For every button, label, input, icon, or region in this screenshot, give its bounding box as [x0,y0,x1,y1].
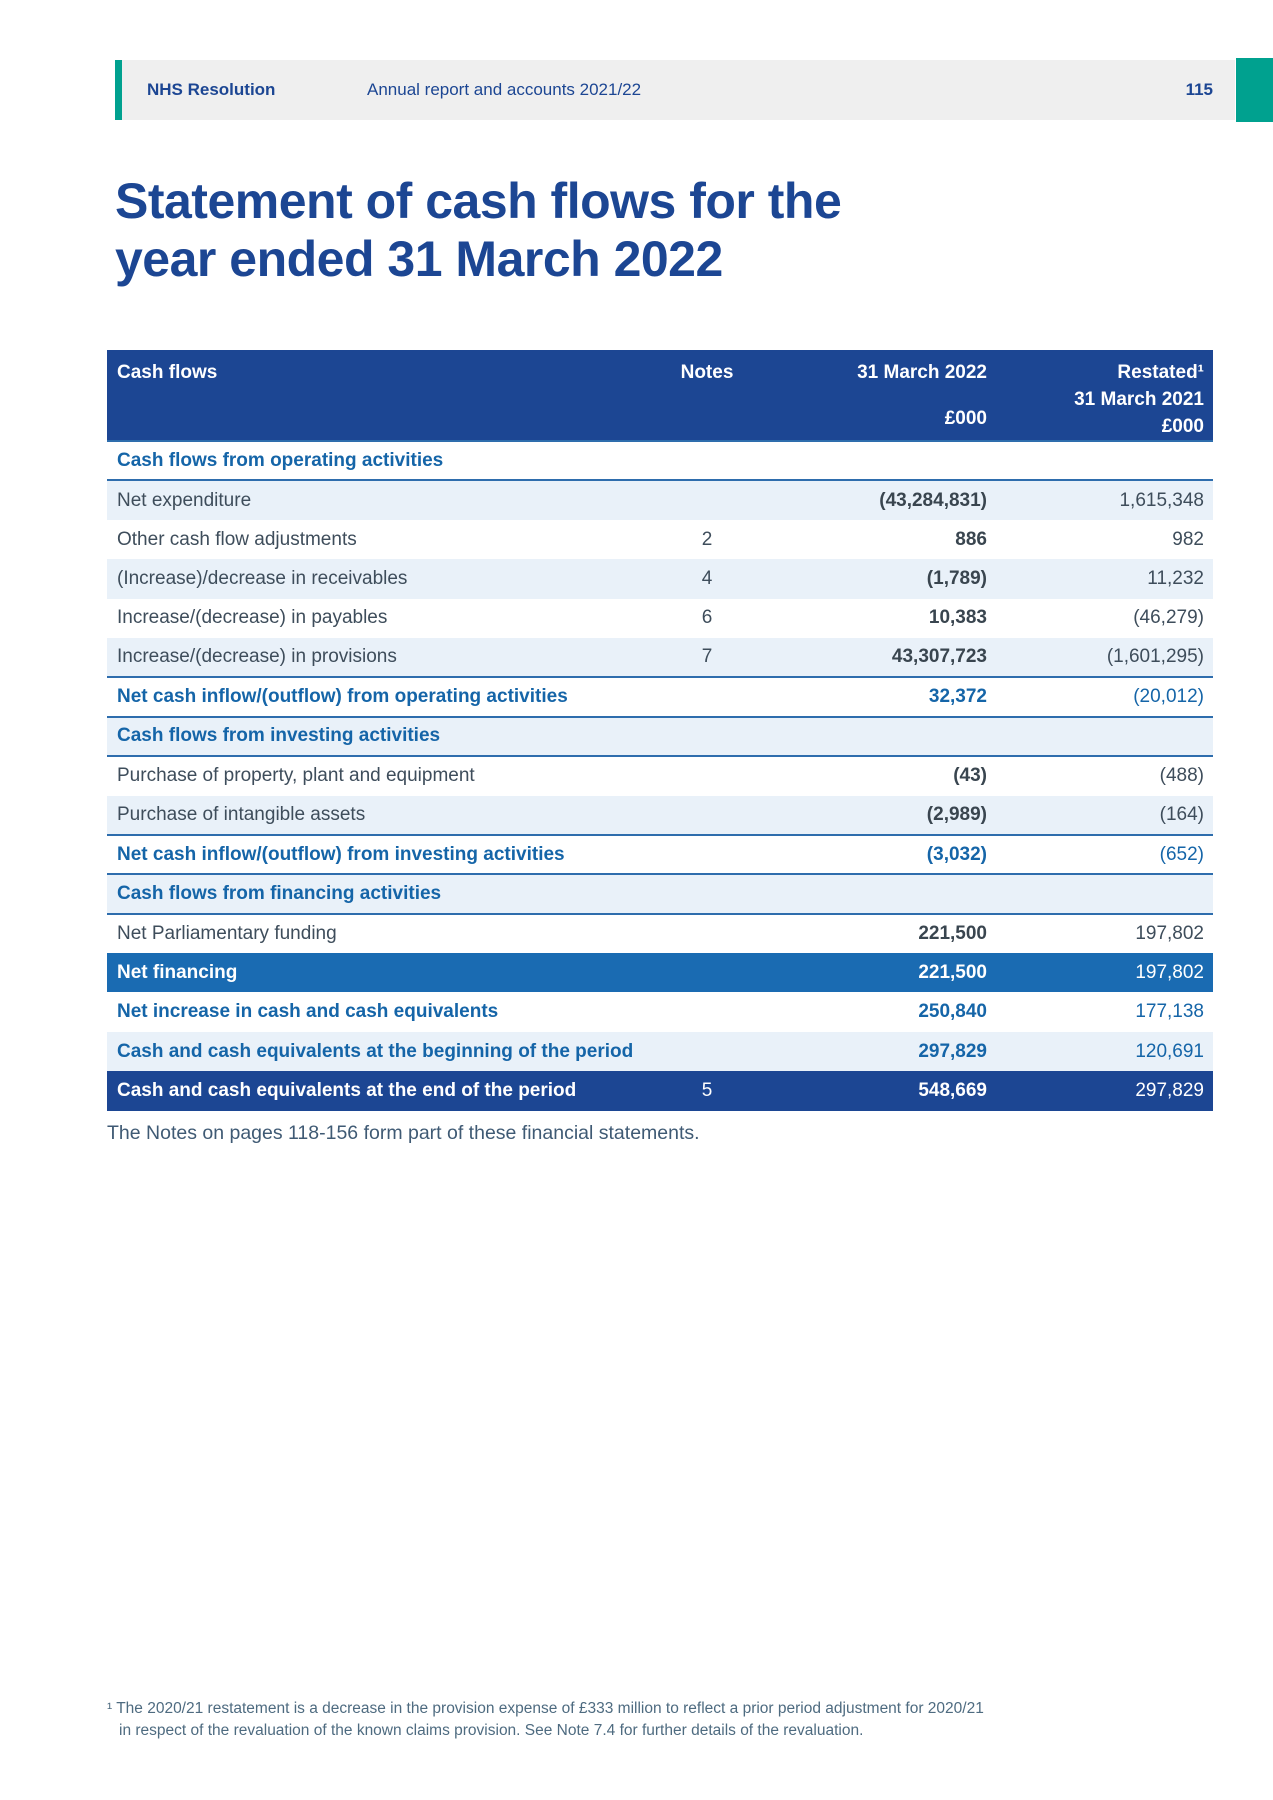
cell-v2022: (2,989) [762,796,987,835]
table-row [107,638,1213,677]
cell-v2022: (43) [762,756,987,795]
cell-v2021: (488) [987,756,1213,795]
cell-note: 5 [652,1071,762,1110]
cash-flows-table [107,350,1213,1111]
table-row [107,914,1213,953]
cell-label: Cash flows from financing activities [107,874,652,913]
cell-v2021: 197,802 [987,914,1213,953]
column-header-cash-flows [107,350,652,441]
cell-v2022: 297,829 [762,1032,987,1071]
column-header-restated-label: Restated¹ [1117,362,1204,383]
column-header-2021 [987,350,1213,441]
cell-v2022: 221,500 [762,953,987,992]
cell-label: Net financing [107,953,652,992]
cell-note [652,717,762,756]
notes-reference: The Notes on pages 118-156 form part of these financial statements. [107,1122,700,1144]
cell-note [652,835,762,874]
cell-v2022 [762,717,987,756]
cell-v2022: (1,789) [762,559,987,598]
page-title-line2: year ended 31 March 2022 [115,231,723,287]
cell-label: Cash and cash equivalents at the end of the period [107,1071,652,1110]
page-title-line1: Statement of cash flows for the [115,173,842,229]
table-row [107,520,1213,559]
cell-v2022 [762,874,987,913]
footnote-line2: in respect of the revaluation of the known claims provision. See Note 7.4 for further details of the revaluation. [119,1722,864,1739]
cell-label: (Increase)/decrease in receivables [107,559,652,598]
teal-accent-bar [115,60,122,120]
cell-label: Net expenditure [107,480,652,519]
column-header-2022 [762,350,987,441]
column-unit-2021: £000 [1161,416,1204,437]
cell-note: 6 [652,599,762,638]
section-header-row [107,874,1213,913]
cell-note [652,480,762,519]
column-header-notes [652,350,762,441]
cell-label: Cash and cash equivalents at the beginning of the period [107,1032,652,1071]
cell-v2022: 221,500 [762,914,987,953]
brand-name: NHS Resolution [147,80,276,99]
cell-note: 2 [652,520,762,559]
cell-v2022: 43,307,723 [762,638,987,677]
table-row [107,1071,1213,1110]
cell-v2021: 11,232 [987,559,1213,598]
cell-v2022: 886 [762,520,987,559]
column-header-2022-label: 31 March 2022 [857,362,987,383]
table-row [107,599,1213,638]
cell-v2021: 297,829 [987,1071,1213,1110]
cell-v2021 [987,874,1213,913]
table-row [107,1032,1213,1071]
section-header-row [107,717,1213,756]
cell-v2021: (20,012) [987,677,1213,716]
table-row [107,953,1213,992]
table-header-row [107,350,1213,441]
cell-note [652,677,762,716]
cell-v2021: (46,279) [987,599,1213,638]
cell-label: Purchase of intangible assets [107,796,652,835]
column-header-cash-flows-label: Cash flows [117,362,218,383]
cell-label: Net Parliamentary funding [107,914,652,953]
column-unit-2022: £000 [944,408,987,429]
cell-label: Other cash flow adjustments [107,520,652,559]
cell-v2022: 32,372 [762,677,987,716]
cell-v2022: 250,840 [762,992,987,1031]
cell-note [652,914,762,953]
section-header-row [107,441,1213,480]
table-row [107,992,1213,1031]
cell-v2022: (43,284,831) [762,480,987,519]
cell-note [652,756,762,795]
document-title: Annual report and accounts 2021/22 [367,80,642,99]
cell-label: Net cash inflow/(outflow) from investing activities [107,835,652,874]
cell-v2021 [987,717,1213,756]
cell-v2021: 1,615,348 [987,480,1213,519]
table-row [107,796,1213,835]
cell-v2021: (164) [987,796,1213,835]
cell-label: Increase/(decrease) in provisions [107,638,652,677]
cashflow-table-body [107,441,1213,1111]
cell-label: Increase/(decrease) in payables [107,599,652,638]
cell-note: 4 [652,559,762,598]
column-header-2021-label: 31 March 2021 [1074,389,1204,410]
page-number: 115 [1185,80,1213,99]
cell-label: Purchase of property, plant and equipment [107,756,652,795]
page-title [115,172,841,288]
teal-corner-block [1236,58,1273,122]
cell-v2021: 982 [987,520,1213,559]
cell-v2021 [987,441,1213,480]
cell-note [652,874,762,913]
cell-v2021: 177,138 [987,992,1213,1031]
cell-label: Cash flows from investing activities [107,717,652,756]
cell-v2021: (1,601,295) [987,638,1213,677]
cell-v2022: 548,669 [762,1071,987,1110]
cell-note [652,953,762,992]
cell-v2022 [762,441,987,480]
cell-v2021: 197,802 [987,953,1213,992]
cell-note: 7 [652,638,762,677]
cell-v2021: (652) [987,835,1213,874]
table-row [107,480,1213,519]
cell-note [652,1032,762,1071]
footnote-line1: ¹ The 2020/21 restatement is a decrease in the provision expense of £333 million to reflect a prior period adjustment for 2020/21 [107,1700,984,1717]
cell-v2021: 120,691 [987,1032,1213,1071]
table-row [107,559,1213,598]
header-bar-background [122,60,1235,120]
table-header [107,350,1213,441]
cell-label: Net increase in cash and cash equivalents [107,992,652,1031]
cell-v2022: 10,383 [762,599,987,638]
cell-note [652,796,762,835]
cell-note [652,441,762,480]
table-row [107,677,1213,716]
table-row [107,756,1213,795]
column-header-notes-label: Notes [680,362,734,383]
cell-v2022: (3,032) [762,835,987,874]
restatement-footnote [107,1698,984,1742]
table-row [107,835,1213,874]
page-header-bar [115,60,1235,120]
cell-note [652,992,762,1031]
cell-label: Net cash inflow/(outflow) from operating activities [107,677,652,716]
cell-label: Cash flows from operating activities [107,441,652,480]
